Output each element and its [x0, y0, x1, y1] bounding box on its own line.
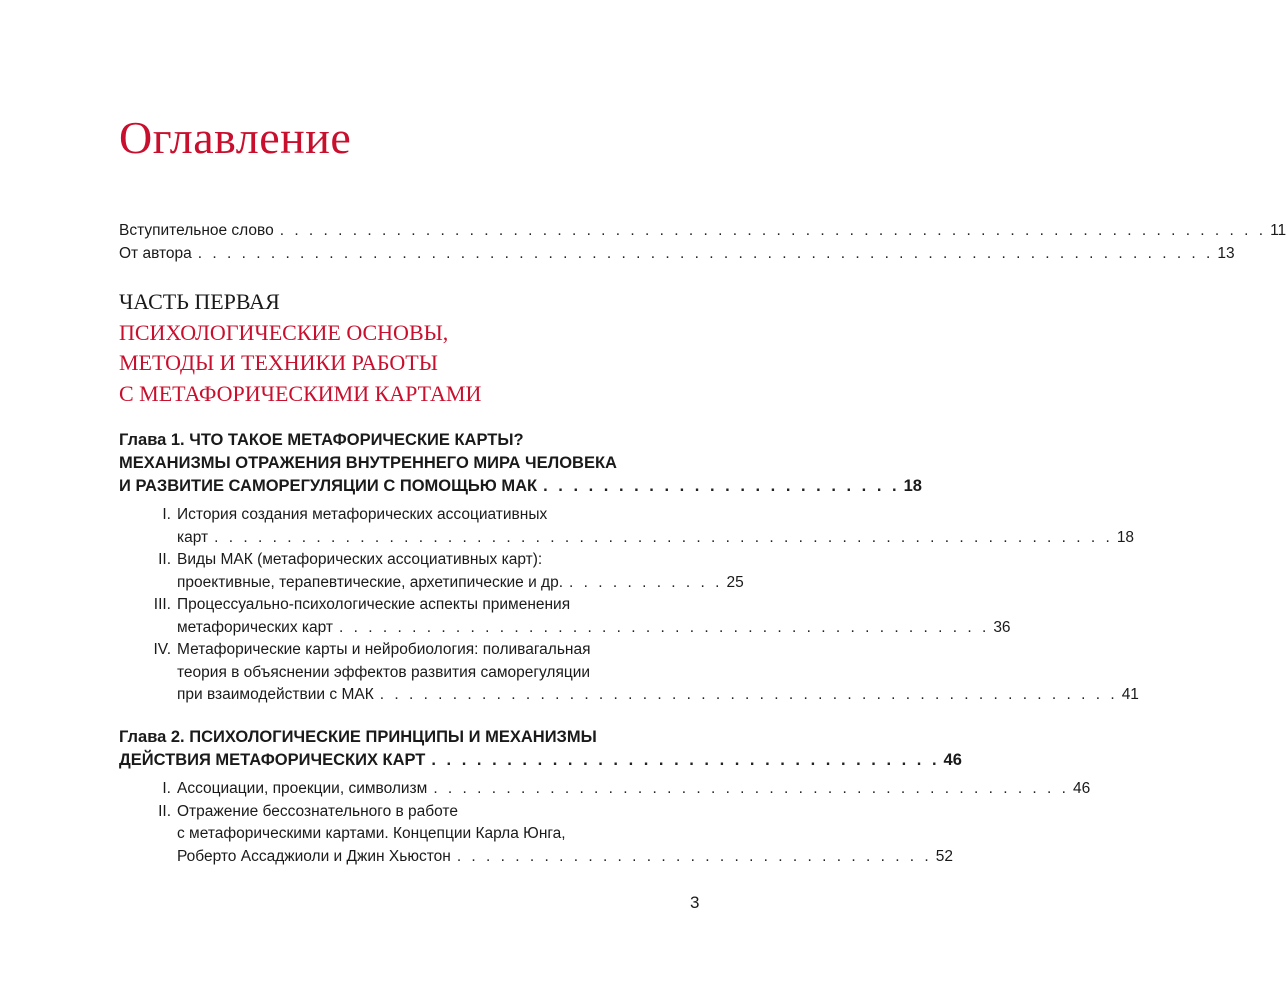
section-title-line: Метафорические карты и нейробиология: поливагальная [177, 641, 591, 658]
toc-entry-text: От автора [119, 245, 192, 262]
chapter-heading-line: Глава 1. ЧТО ТАКОЕ МЕТАФОРИЧЕСКИЕ КАРТЫ? [119, 431, 524, 449]
chapter-heading-line: МЕХАНИЗМЫ ОТРАЖЕНИЯ ВНУТРЕННЕГО МИРА ЧЕЛОВЕКА [119, 454, 617, 472]
section-number: I. [162, 780, 171, 797]
section-item [119, 594, 1011, 639]
section-title-line: Ассоциации, проекции, символизм [177, 780, 428, 797]
page-title: Оглавление [119, 112, 352, 163]
toc-entry-text: Вступительное слово [119, 222, 274, 239]
section-item [119, 778, 1091, 801]
chapter-page: 46 [943, 751, 962, 769]
section-number: I. [162, 506, 171, 523]
part-title-line: С МЕТАФОРИЧЕСКИМИ КАРТАМИ [119, 380, 482, 406]
section-title-line: метафорических карт [177, 618, 334, 636]
leader-dots: . . . . . . . . . . . . . . . . . . . . . . . . . . . . . . . . . . [431, 751, 940, 769]
section-title-line: Роберто Ассаджиоли и Джин Хьюстон [177, 847, 451, 865]
chapter-page: 18 [903, 477, 922, 495]
toc-entry-page: 13 [1217, 245, 1235, 262]
section-item [119, 801, 953, 869]
section-page: 18 [1116, 528, 1135, 546]
chapter-heading-line: Глава 2. ПСИХОЛОГИЧЕСКИЕ ПРИНЦИПЫ И МЕХАНИЗМЫ [119, 728, 597, 746]
section-item [119, 639, 1139, 707]
leader-dots: . . . . . . . . . . . . . . . . . . . . . . . . . . . . . . . . . [456, 847, 932, 865]
toc-entry-page: 11 [1270, 222, 1286, 239]
leader-dots: . . . . . . . . . . . . . . . . . . . . . . . . . . . . . . . . . . . . . . . . . . . . . . . . . . . . . . . . . . . . . . . . . . . . [279, 222, 1267, 239]
toc-entry [177, 527, 1134, 550]
section-item [119, 504, 1135, 549]
section-title-line: Виды МАК (метафорических ассоциативных карт): [177, 551, 543, 568]
chapter-heading [119, 726, 962, 772]
toc-entry [177, 684, 1139, 707]
chapter-2 [119, 726, 1091, 868]
section-number: IV. [153, 641, 171, 658]
section-number: II. [158, 551, 171, 568]
section-title-line: проективные, терапевтические, архетипические и др. [177, 573, 564, 591]
part-heading [119, 287, 705, 409]
section-number: III. [153, 596, 171, 613]
section-list [119, 778, 1091, 868]
leader-dots: . . . . . . . . . . . . . . . . . . . . . . . . . . . . . . . . . . . . . . . . . . . . . . . . . . . [379, 686, 1118, 703]
section-page: 46 [1072, 780, 1091, 797]
page-number: 3 [690, 893, 700, 912]
toc-entry [119, 219, 1286, 242]
section-item [119, 549, 744, 594]
section-page: 36 [993, 618, 1011, 636]
toc-entry [177, 846, 953, 869]
leader-dots: . . . . . . . . . . . . . . . . . . . . . . . . . . . . . . . . . . . . . . . . . . . . . . . . . . . . . . . . . . . . . . [214, 528, 1113, 546]
chapter-1 [119, 429, 1139, 707]
leader-dots: . . . . . . . . . . . . . . . . . . . . . . . . . . . . . . . . . . . . . . . . . . . . [433, 780, 1069, 797]
toc-entry [177, 572, 744, 595]
section-title-line: теория в объяснении эффектов развития саморегуляции [177, 663, 591, 681]
leader-dots: . . . . . . . . . . . . . . . . . . . . . . . . . . . . . . . . . . . . . . . . . . . . . [339, 618, 990, 636]
toc-entry [119, 475, 922, 498]
toc-entry [177, 617, 1011, 640]
front-matter-list [119, 219, 1286, 265]
toc-entry [119, 749, 962, 772]
section-number: II. [158, 802, 171, 820]
section-page: 52 [935, 847, 953, 865]
chapter-heading [119, 429, 922, 498]
part-title-line: МЕТОДЫ И ТЕХНИКИ РАБОТЫ [119, 350, 438, 375]
section-title-line: при взаимодействии с МАК [177, 686, 374, 703]
section-page: 25 [726, 573, 744, 591]
section-title-line: карт [177, 528, 209, 546]
section-title-line: Процессуально-психологические аспекты применения [177, 596, 571, 613]
leader-dots: . . . . . . . . . . . [569, 573, 723, 591]
part-label: ЧАСТЬ ПЕРВАЯ [119, 289, 280, 314]
part-title-line: ПСИХОЛОГИЧЕСКИЕ ОСНОВЫ, [119, 319, 449, 345]
section-page: 41 [1121, 686, 1139, 703]
chapter-heading-line: И РАЗВИТИЕ САМОРЕГУЛЯЦИИ С ПОМОЩЬЮ МАК [119, 477, 538, 495]
toc-entry [177, 778, 1090, 801]
chapter-heading-line: ДЕЙСТВИЯ МЕТАФОРИЧЕСКИХ КАРТ [119, 751, 426, 769]
section-title-line: с метафорическими картами. Концепции Карла Юнга, [177, 825, 566, 842]
section-title-line: Отражение бессознательного в работе [177, 802, 458, 820]
toc-entry [119, 242, 1235, 265]
leader-dots: . . . . . . . . . . . . . . . . . . . . . . . . . . . . . . . . . . . . . . . . . . . . . . . . . . . . . . . . . . . . . . . . . . . . . . [197, 245, 1214, 262]
section-list [119, 504, 1139, 707]
leader-dots: . . . . . . . . . . . . . . . . . . . . . . . . [543, 477, 900, 495]
section-title-line: История создания метафорических ассоциативных [177, 506, 548, 523]
